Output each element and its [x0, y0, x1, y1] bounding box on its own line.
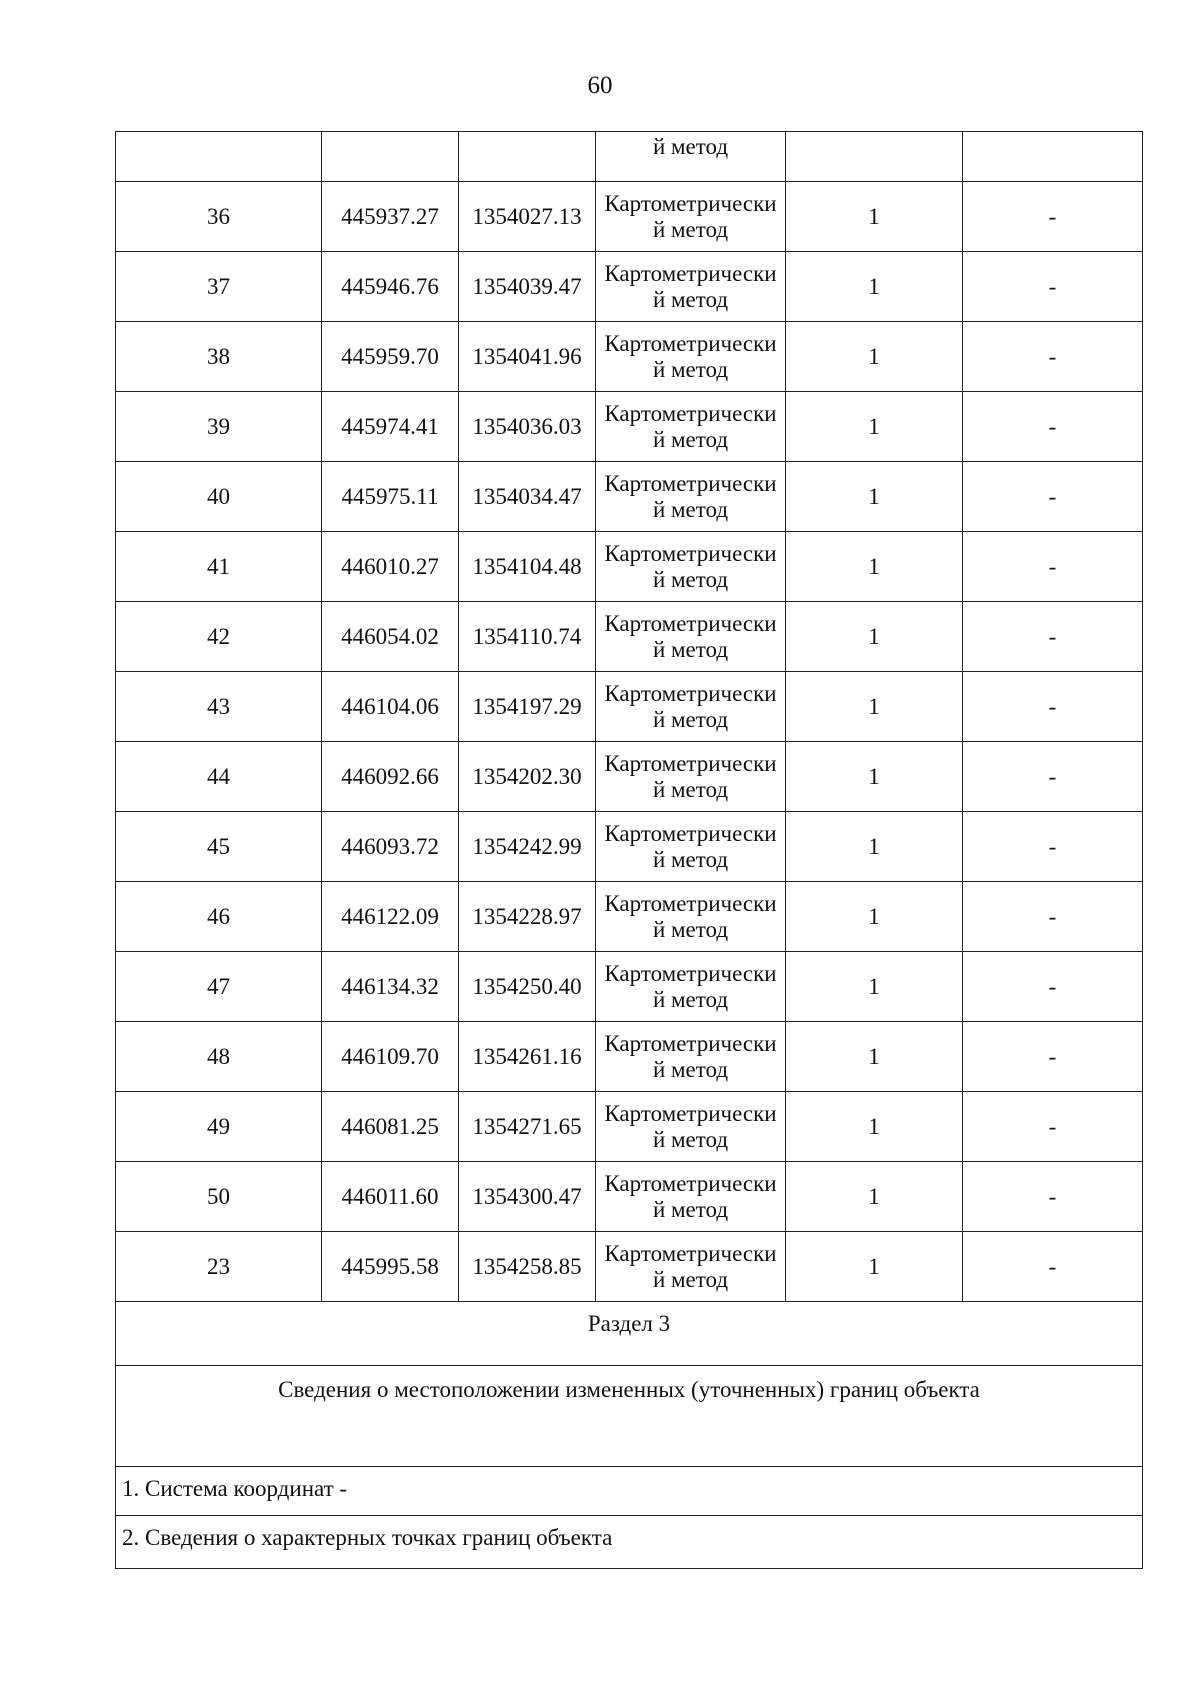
- cell-x: 446054.02: [322, 602, 459, 672]
- cell-number: 49: [116, 1092, 322, 1162]
- cell-x: 446104.06: [322, 672, 459, 742]
- cell-y: 1354110.74: [459, 602, 596, 672]
- cell-note: -: [963, 252, 1143, 322]
- points-info-row: [116, 1516, 1143, 1569]
- table-row: [116, 1022, 1143, 1092]
- cell-y: 1354250.40: [459, 952, 596, 1022]
- method-line1: Картометрически: [604, 540, 777, 566]
- method-line2: й метод: [652, 1126, 729, 1152]
- cell-y: 1354104.48: [459, 532, 596, 602]
- table-row: [116, 532, 1143, 602]
- cell-number: 45: [116, 812, 322, 882]
- method-tail: й метод: [652, 134, 729, 159]
- cell-y: 1354027.13: [459, 182, 596, 252]
- method-line2: й метод: [652, 636, 729, 662]
- cell-method: [596, 1162, 786, 1232]
- cell-y: 1354258.85: [459, 1232, 596, 1302]
- method-line2: й метод: [652, 216, 729, 242]
- cell-x: 445974.41: [322, 392, 459, 462]
- table-row: [116, 392, 1143, 462]
- cell-accuracy: 1: [786, 182, 963, 252]
- method-line1: Картометрически: [604, 330, 777, 356]
- table-row: [116, 742, 1143, 812]
- section-heading: Сведения о местоположении измененных (уточненных) границ объекта: [116, 1366, 1143, 1467]
- method-line2: й метод: [652, 426, 729, 452]
- cell-accuracy: 1: [786, 1092, 963, 1162]
- cell-note: -: [963, 532, 1143, 602]
- cell-x: 446010.27: [322, 532, 459, 602]
- cell-method: [596, 1092, 786, 1162]
- cell-x: 445946.76: [322, 252, 459, 322]
- cell-number: 36: [116, 182, 322, 252]
- cell-number: 43: [116, 672, 322, 742]
- table-row: [116, 882, 1143, 952]
- cell-method: [596, 182, 786, 252]
- cell-accuracy: 1: [786, 392, 963, 462]
- cell-note: -: [963, 672, 1143, 742]
- method-line1: Картометрически: [604, 400, 777, 426]
- cell-number: 38: [116, 322, 322, 392]
- cell-x: 445995.58: [322, 1232, 459, 1302]
- cell-accuracy: 1: [786, 1232, 963, 1302]
- cell-y: 1354036.03: [459, 392, 596, 462]
- cell-accuracy: 1: [786, 742, 963, 812]
- method-line1: Картометрически: [604, 190, 777, 216]
- cell-number: 42: [116, 602, 322, 672]
- table-row: [116, 182, 1143, 252]
- table-row: [116, 952, 1143, 1022]
- cell-y: [459, 132, 596, 182]
- cell-accuracy: 1: [786, 1162, 963, 1232]
- cell-y: 1354271.65: [459, 1092, 596, 1162]
- cell-method: [596, 252, 786, 322]
- method-line2: й метод: [652, 286, 729, 312]
- page-number: 60: [587, 72, 613, 99]
- cell-method: [596, 602, 786, 672]
- cell-note: -: [963, 1022, 1143, 1092]
- cell-number: 46: [116, 882, 322, 952]
- cell-accuracy: 1: [786, 1022, 963, 1092]
- section-title: Раздел 3: [116, 1302, 1143, 1366]
- cell-accuracy: 1: [786, 252, 963, 322]
- method-line1: Картометрически: [604, 260, 777, 286]
- cell-note: [963, 132, 1143, 182]
- cell-x: 445959.70: [322, 322, 459, 392]
- method-line2: й метод: [652, 356, 729, 382]
- cell-number: [116, 132, 322, 182]
- cell-x: 446122.09: [322, 882, 459, 952]
- cell-note: -: [963, 882, 1143, 952]
- cell-note: -: [963, 742, 1143, 812]
- method-line2: й метод: [652, 496, 729, 522]
- cell-accuracy: 1: [786, 322, 963, 392]
- cell-method: [596, 742, 786, 812]
- method-line1: Картометрически: [604, 1240, 777, 1266]
- method-line1: Картометрически: [604, 680, 777, 706]
- cell-accuracy: 1: [786, 952, 963, 1022]
- method-line1: Картометрически: [604, 820, 777, 846]
- method-line1: Картометрически: [604, 1030, 777, 1056]
- method-line2: й метод: [652, 776, 729, 802]
- cell-accuracy: 1: [786, 812, 963, 882]
- cell-y: 1354261.16: [459, 1022, 596, 1092]
- method-line1: Картометрически: [604, 890, 777, 916]
- method-line1: Картометрически: [604, 470, 777, 496]
- method-line2: й метод: [652, 566, 729, 592]
- table-row: [116, 462, 1143, 532]
- cell-note: -: [963, 1092, 1143, 1162]
- coordinates-table: [115, 131, 1143, 1569]
- section-heading-row: [116, 1366, 1143, 1467]
- cell-x: 446011.60: [322, 1162, 459, 1232]
- cell-method: [596, 952, 786, 1022]
- method-line2: й метод: [652, 706, 729, 732]
- cell-note: -: [963, 462, 1143, 532]
- table-row: [116, 672, 1143, 742]
- table-row: [116, 252, 1143, 322]
- cell-x: 446092.66: [322, 742, 459, 812]
- method-line2: й метод: [652, 1196, 729, 1222]
- cell-y: 1354228.97: [459, 882, 596, 952]
- section-title-row: [116, 1302, 1143, 1366]
- cell-method: [596, 532, 786, 602]
- table-row: [116, 1162, 1143, 1232]
- coordinate-system: 1. Система координат -: [116, 1467, 1143, 1516]
- cell-number: 50: [116, 1162, 322, 1232]
- cell-note: -: [963, 1232, 1143, 1302]
- method-line1: Картометрически: [604, 610, 777, 636]
- cell-method: [596, 672, 786, 742]
- cell-x: [322, 132, 459, 182]
- method-line1: Картометрически: [604, 1100, 777, 1126]
- cell-number: 47: [116, 952, 322, 1022]
- cell-note: -: [963, 812, 1143, 882]
- cell-y: 1354202.30: [459, 742, 596, 812]
- cell-y: 1354041.96: [459, 322, 596, 392]
- cell-note: -: [963, 392, 1143, 462]
- cell-number: 44: [116, 742, 322, 812]
- cell-x: 445937.27: [322, 182, 459, 252]
- table-row: [116, 1092, 1143, 1162]
- cell-accuracy: 1: [786, 882, 963, 952]
- cell-y: 1354300.47: [459, 1162, 596, 1232]
- cell-method: [596, 882, 786, 952]
- method-line1: Картометрически: [604, 750, 777, 776]
- method-line2: й метод: [652, 986, 729, 1012]
- cell-note: -: [963, 602, 1143, 672]
- table-row: [116, 1232, 1143, 1302]
- method-line2: й метод: [652, 846, 729, 872]
- cell-accuracy: 1: [786, 532, 963, 602]
- points-info: 2. Сведения о характерных точках границ объекта: [116, 1516, 1143, 1569]
- cell-method: [596, 392, 786, 462]
- cell-accuracy: 1: [786, 602, 963, 672]
- table-row: [116, 322, 1143, 392]
- cell-note: -: [963, 322, 1143, 392]
- cell-y: 1354039.47: [459, 252, 596, 322]
- method-line1: Картометрически: [604, 1170, 777, 1196]
- cell-note: -: [963, 1162, 1143, 1232]
- cell-note: -: [963, 182, 1143, 252]
- table-row: [116, 602, 1143, 672]
- cell-number: 41: [116, 532, 322, 602]
- cell-x: 446109.70: [322, 1022, 459, 1092]
- cell-method: [596, 132, 786, 182]
- cell-x: 446081.25: [322, 1092, 459, 1162]
- cell-method: [596, 1232, 786, 1302]
- table-row: [116, 812, 1143, 882]
- method-line1: Картометрически: [604, 960, 777, 986]
- coordinate-system-row: [116, 1467, 1143, 1516]
- cell-x: 445975.11: [322, 462, 459, 532]
- method-line2: й метод: [652, 916, 729, 942]
- cell-accuracy: 1: [786, 672, 963, 742]
- method-line2: й метод: [652, 1056, 729, 1082]
- continuation-row: [116, 132, 1143, 182]
- cell-y: 1354197.29: [459, 672, 596, 742]
- cell-method: [596, 1022, 786, 1092]
- cell-number: 40: [116, 462, 322, 532]
- cell-accuracy: [786, 132, 963, 182]
- cell-method: [596, 322, 786, 392]
- cell-y: 1354242.99: [459, 812, 596, 882]
- cell-y: 1354034.47: [459, 462, 596, 532]
- cell-number: 23: [116, 1232, 322, 1302]
- cell-note: -: [963, 952, 1143, 1022]
- cell-x: 446093.72: [322, 812, 459, 882]
- cell-number: 48: [116, 1022, 322, 1092]
- cell-number: 39: [116, 392, 322, 462]
- cell-accuracy: 1: [786, 462, 963, 532]
- cell-x: 446134.32: [322, 952, 459, 1022]
- cell-method: [596, 462, 786, 532]
- cell-method: [596, 812, 786, 882]
- method-line2: й метод: [652, 1266, 729, 1292]
- cell-number: 37: [116, 252, 322, 322]
